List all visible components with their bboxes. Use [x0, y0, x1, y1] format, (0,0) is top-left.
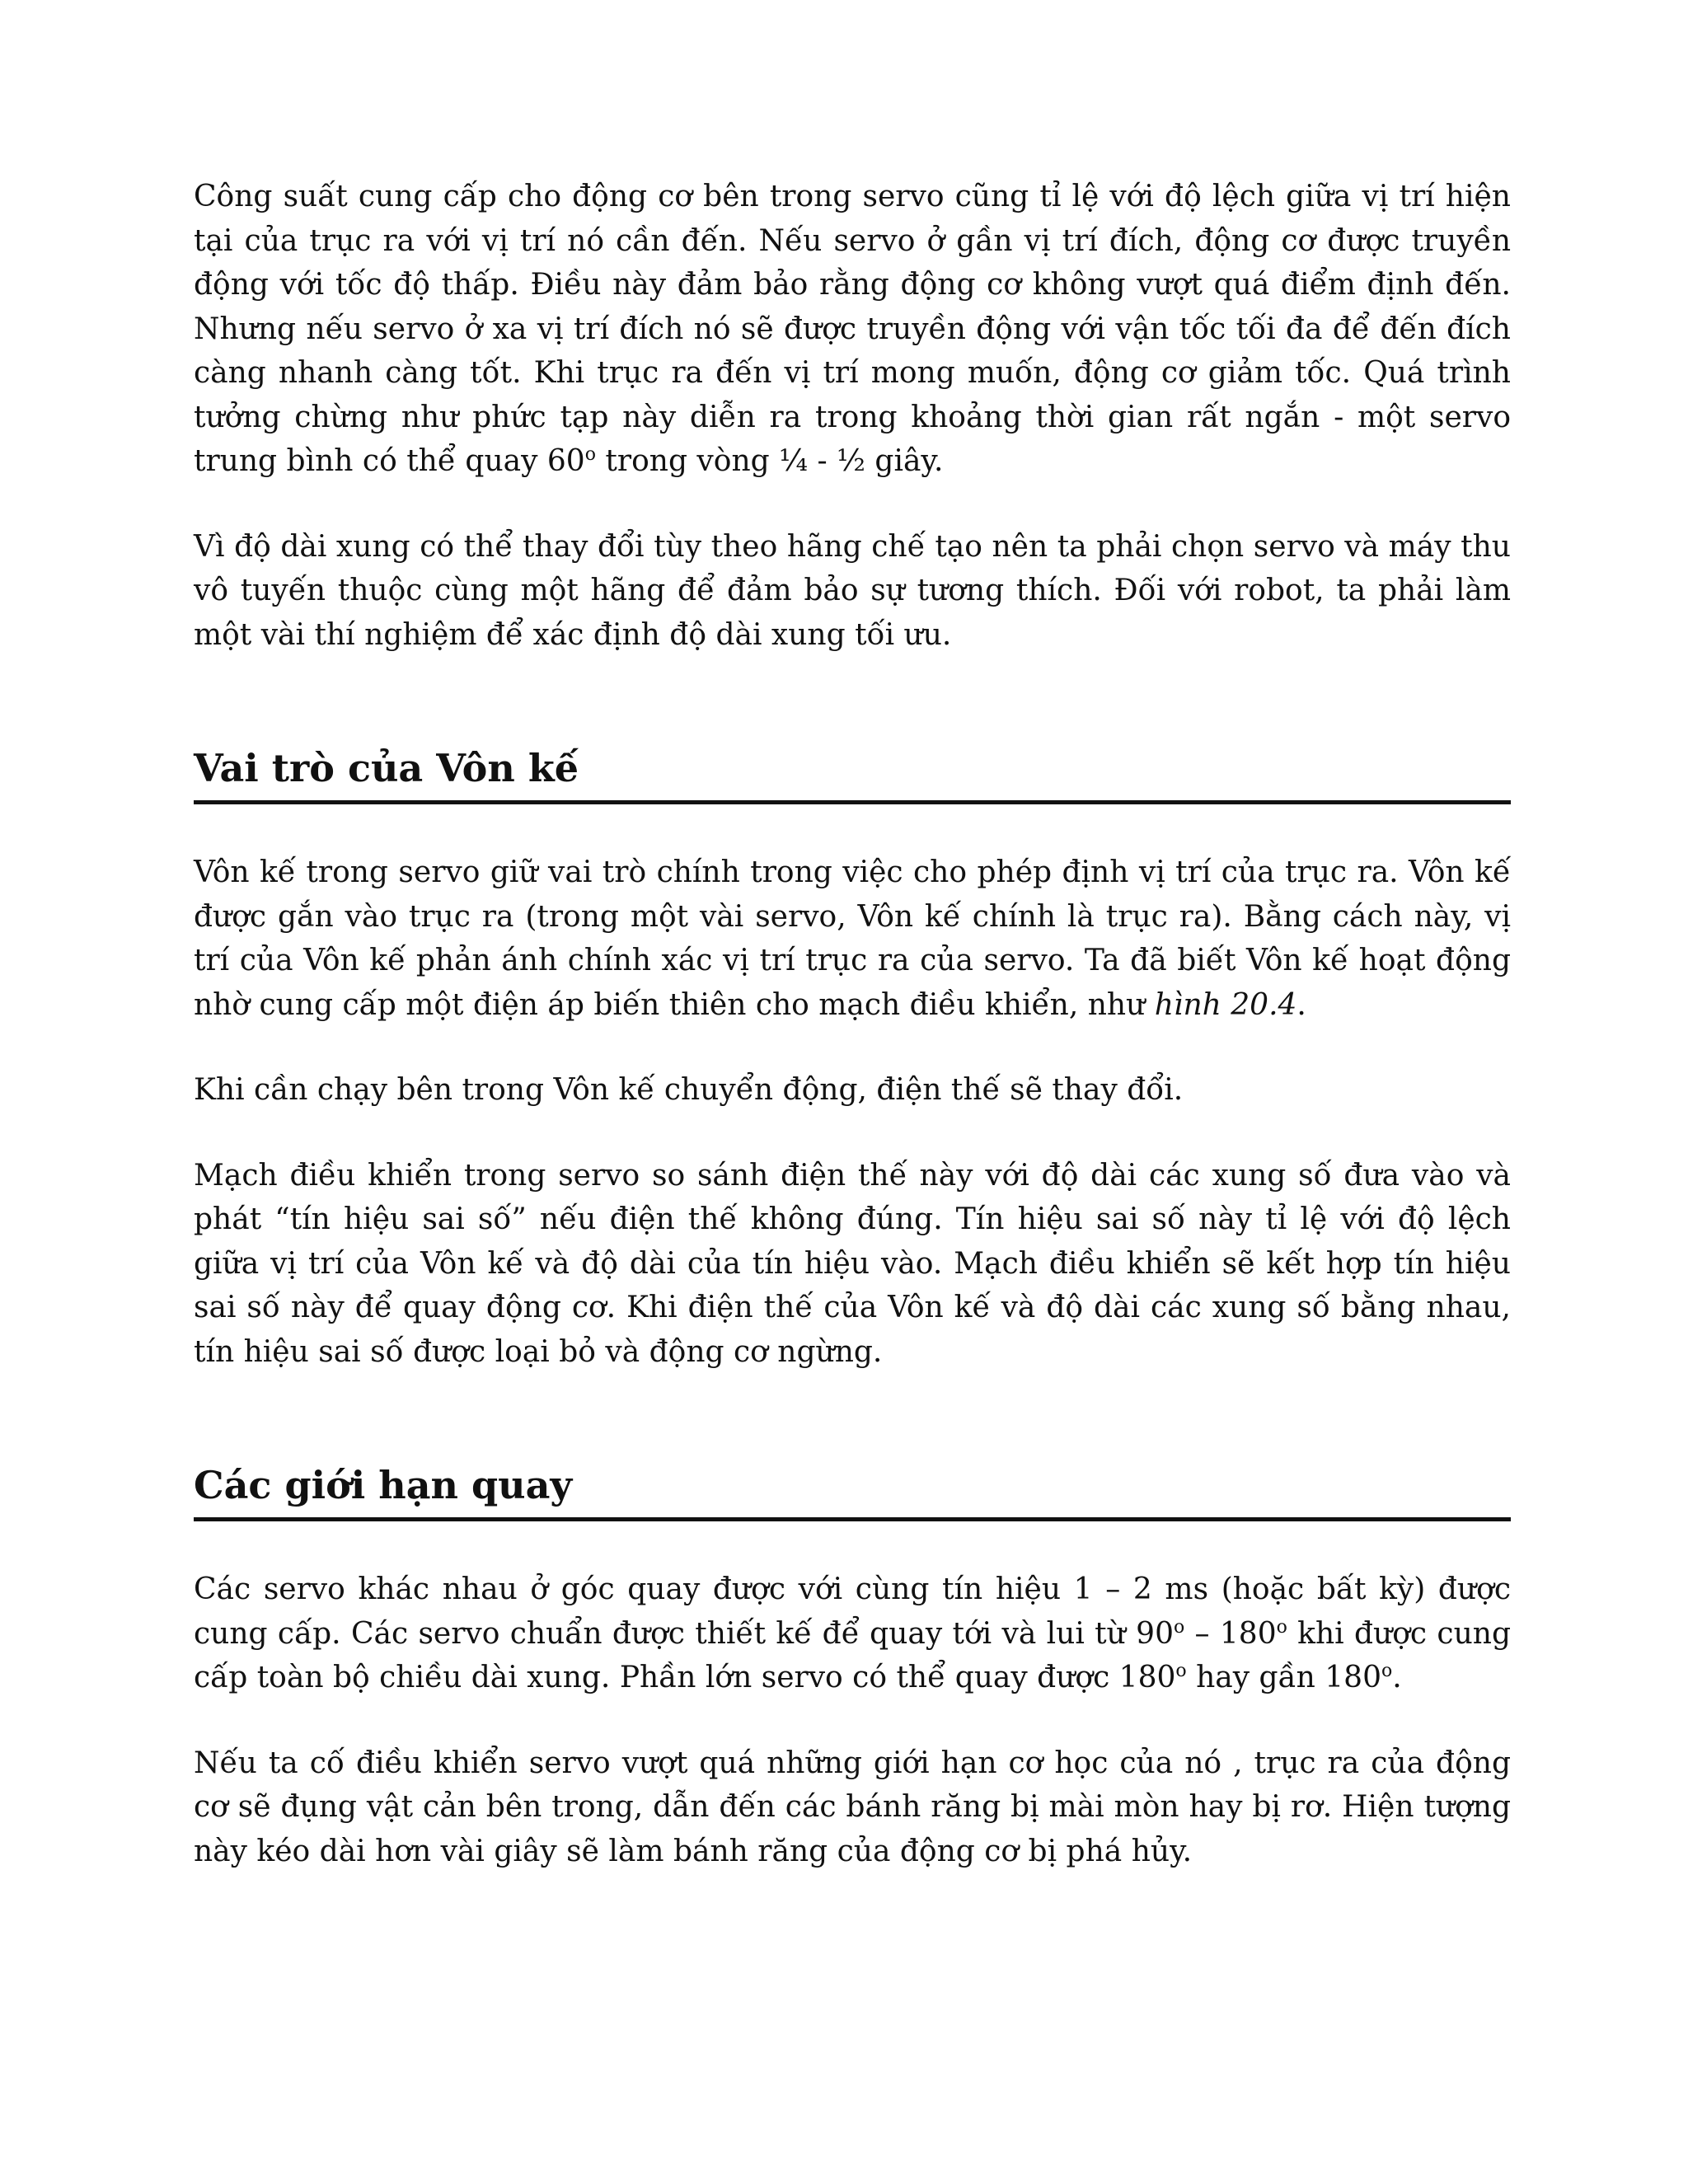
potentiometer-paragraph-1: [194, 851, 1511, 1027]
rotation-limits-paragraph-1: [194, 1568, 1511, 1700]
rotation-text-a: Các servo khác nhau ở góc quay được với cùng tín hiệu 1 – 2 ms (hoặc bất kỳ) được cung cấp. Các servo chuẩn được thiết kế để quay tới và lui từ 90: [194, 1572, 1511, 1651]
intro-paragraph-1-text: Công suất cung cấp cho động cơ bên trong servo cũng tỉ lệ với độ lệch giữa vị trí hiện tại của trục ra với vị trí nó cần đến. Nếu servo ở gần vị trí đích, động cơ được truyền động với tốc độ thấp. Điều này đảm bảo rằng động cơ không vượt quá điểm định đến. Nhưng nếu servo ở xa vị trí đích nó sẽ được truyền động với vận tốc tối đa để đến đích càng nhanh càng tốt. Khi trục ra đến vị trí mong muốn, động cơ giảm tốc. Quá trình tưởng chừng như phức tạp này diễn ra trong khoảng thời gian rất ngắn - một servo trung bình có thể quay 60: [194, 180, 1511, 478]
potentiometer-paragraph-1-tail: .: [1296, 987, 1306, 1022]
rotation-limits-paragraph-2: Nếu ta cố điều khiển servo vượt quá những giới hạn cơ học của nó , trục ra của động cơ sẽ đụng vật cản bên trong, dẫn đến các bánh răng bị mài mòn hay bị rơ. Hiện tượng này kéo dài hơn vài giây sẽ làm bánh răng của động cơ bị phá hủy.: [194, 1746, 1511, 1868]
section-heading-rotation-limits: Các giới hạn quay: [194, 1458, 1511, 1521]
potentiometer-paragraph-1-text: Vôn kế trong servo giữ vai trò chính trong việc cho phép định vị trí của trục ra. Vôn kế được gắn vào trục ra (trong một vài servo, Vôn kế chính là trục ra). Bằng cách này, vị trí của Vôn kế phản ánh chính xác vị trí trục ra của servo. Ta đã biết Vôn kế hoạt động nhờ cung cấp một điện áp biến thiên cho mạch điều khiển, như: [194, 855, 1511, 1022]
intro-paragraph-1: [194, 175, 1511, 484]
section-heading-potentiometer: Vai trò của Vôn kế: [194, 741, 1511, 804]
degree-superscript: o: [584, 444, 596, 465]
rotation-text-d: hay gần 180: [1186, 1661, 1381, 1694]
document-page: [194, 175, 1511, 1873]
degree-superscript: o: [1276, 1616, 1287, 1638]
degree-superscript: o: [1175, 1661, 1187, 1681]
rotation-text-c: khi được cung cấp toàn bộ chiều dài xung. Phần lớn servo có thể quay được 180: [194, 1616, 1511, 1694]
rotation-text-e: .: [1392, 1661, 1402, 1694]
potentiometer-paragraph-3: Mạch điều khiển trong servo so sánh điện thế này với độ dài các xung số đưa vào và phát “tín hiệu sai số” nếu điện thế không đúng. Tín hiệu sai số này tỉ lệ với độ lệch giữa vị trí của Vôn kế và độ dài của tín hiệu vào. Mạch điều khiển sẽ kết hợp tín hiệu sai số này để quay động cơ. Khi điện thế của Vôn kế và độ dài các xung số bằng nhau, tín hiệu sai số được loại bỏ và động cơ ngừng.: [194, 1158, 1511, 1369]
intro-paragraph-1-tail: trong vòng ¼ - ½ giây.: [595, 444, 944, 478]
intro-paragraph-2: Vì độ dài xung có thể thay đổi tùy theo hãng chế tạo nên ta phải chọn servo và máy thu vô tuyến thuộc cùng một hãng để đảm bảo sự tương thích. Đối với robot, ta phải làm một vài thí nghiệm để xác định độ dài xung tối ưu.: [194, 529, 1511, 652]
rotation-text-b: – 180: [1184, 1616, 1277, 1651]
degree-superscript: o: [1173, 1616, 1185, 1638]
degree-superscript: o: [1381, 1661, 1393, 1681]
potentiometer-paragraph-2: Khi cần chạy bên trong Vôn kế chuyển động, điện thế sẽ thay đổi.: [194, 1073, 1184, 1107]
figure-reference: hình 20.4: [1154, 987, 1297, 1022]
